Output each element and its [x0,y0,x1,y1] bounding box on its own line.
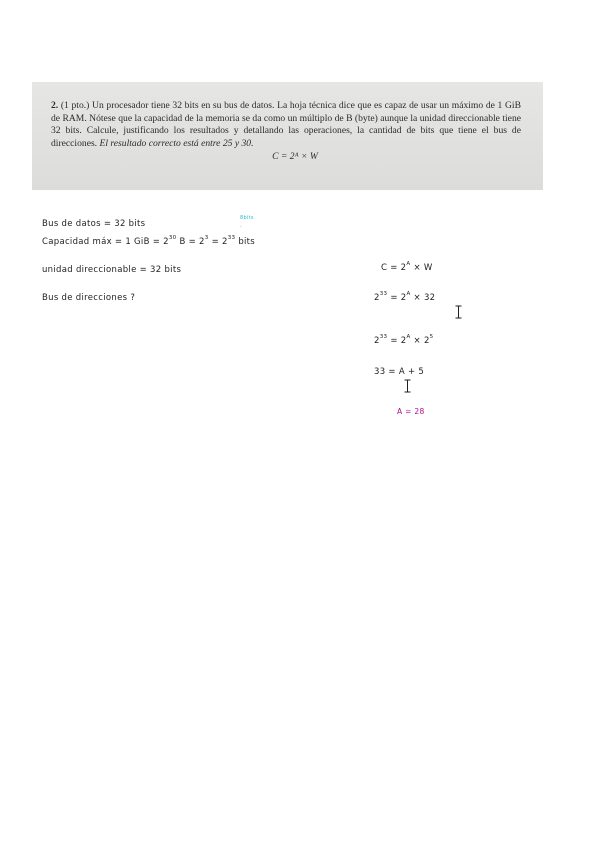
eq-substitution [374,292,435,303]
underbrace-mark-2 [404,379,411,393]
note-capacidad [42,236,255,247]
eq2-mid: = 2 [387,292,407,303]
eq-c-formula [381,262,433,273]
problem-body: (1 pto.) Un procesador tiene 32 bits en su bus de datos. La hoja técnica dice que es capaz de usar un máximo de 1 GiB de RAM. Nótese que la capacidad de la memoria se da como un múltiplo de B (byte) aunque la unidad direccionable tiene 32 bits. Calcule, justificando los resultados y detallando las operaciones, la cantidad de bits que tiene el bus de direcciones. [51,100,521,149]
problem-text [51,100,521,150]
capacidad-text-2: B = 2 [176,236,205,247]
eq3-mid-2: × 2 [410,335,430,346]
capacidad-exp-3: 33 [227,235,236,241]
eq2-suffix: × 32 [410,292,436,303]
note-cyan-8bits: 8bits [240,215,254,221]
note-bus-datos: Bus de datos = 32 bits [42,219,146,229]
eq1-suffix: × W [410,262,433,273]
underbrace-mark-1 [455,305,462,319]
eq1-exp: A [406,261,411,267]
note-bus-direcciones: Bus de direcciones ? [42,293,136,303]
note-unidad: unidad direccionable = 32 bits [42,265,182,275]
eq1-text: C = 2 [381,262,407,273]
eq2-exp-2: A [406,291,411,297]
eq-powers [374,335,433,346]
capacidad-exp-1: 30 [168,235,177,241]
eq2-exp-1: 33 [379,291,388,297]
eq3-mid: = 2 [387,335,407,346]
eq3-exp-3: 5 [429,334,434,340]
eq2-base: 2 [374,292,380,303]
answer-a: A = 28 [397,407,425,416]
cyan-dot-mark: . [240,222,243,229]
capacidad-text-3: = 2 [208,236,228,247]
eq-exponents: 33 = A + 5 [374,367,425,377]
capacidad-exp-2: 3 [204,235,209,241]
problem-number: 2. [51,100,59,111]
capacidad-text-4: bits [235,236,256,247]
eq3-exp-1: 33 [379,334,388,340]
problem-statement [32,82,543,190]
capacidad-text-1: Capacidad máx = 1 GiB = 2 [42,236,169,247]
eq3-base: 2 [374,335,380,346]
problem-formula: C = 2ᴬ × W [272,151,318,163]
eq3-exp-2: A [406,334,411,340]
problem-hint: El resultado correcto está entre 25 y 30. [99,137,254,149]
